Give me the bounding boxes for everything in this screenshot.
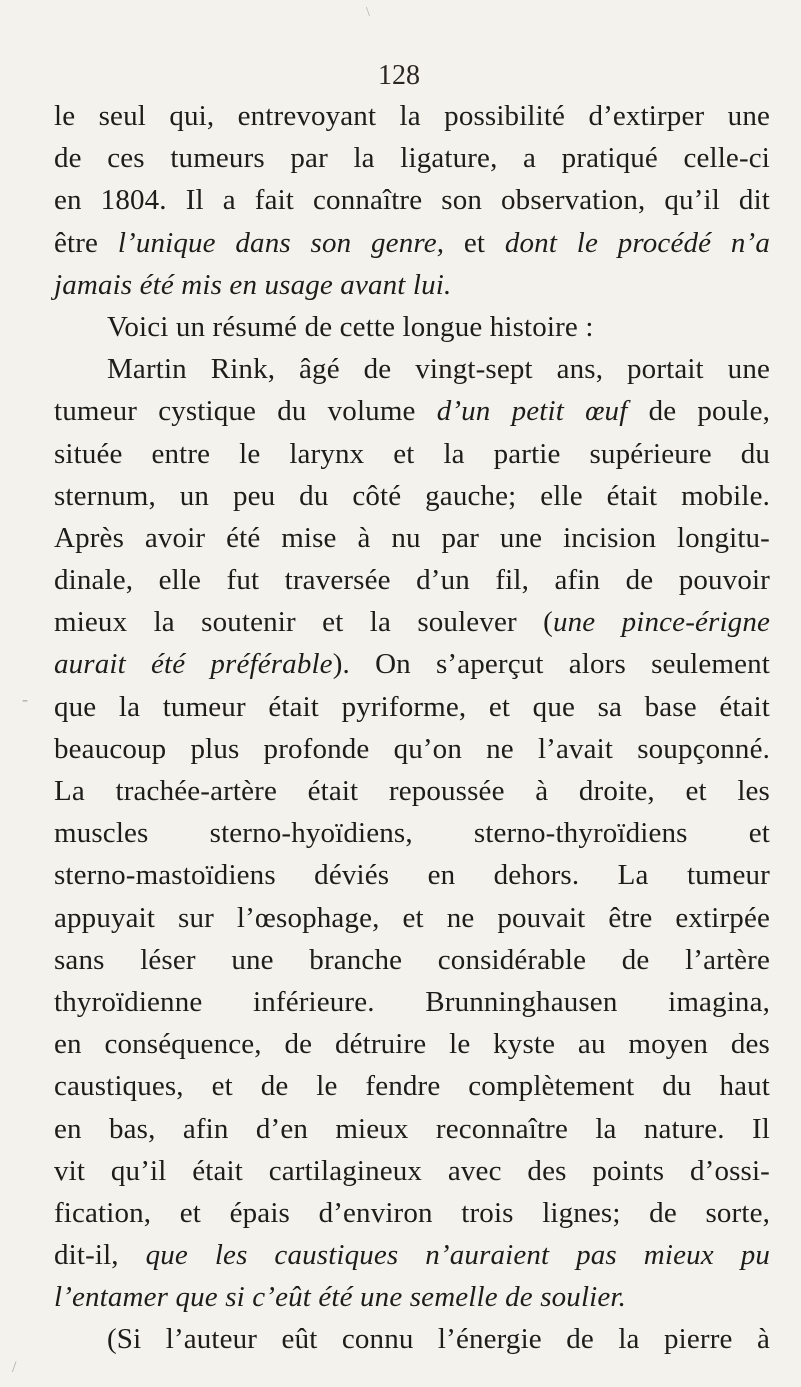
- text-segment: en conséquence, de détruire le kyste au moyen des: [54, 1028, 770, 1061]
- text-segment: Voici un résumé de cette longue histoire :: [107, 310, 594, 343]
- top-margin-mark: \: [366, 5, 370, 20]
- text-segment: (Si l’auteur eût connu l’énergie de la pierre à: [107, 1323, 770, 1356]
- text-line: [54, 95, 770, 137]
- text-line: [54, 306, 770, 348]
- text-line: [54, 1318, 770, 1360]
- text-line: [54, 897, 770, 939]
- text-line: [54, 854, 770, 896]
- text-segment: beaucoup plus profonde qu’on ne l’avait soupçonné.: [54, 732, 770, 765]
- text-line: [54, 348, 770, 390]
- text-line: [54, 728, 770, 770]
- italic-text: jamais été mis en usage avant lui.: [54, 268, 452, 301]
- text-segment: en 1804. Il a fait connaître son observation, qu’il dit: [54, 184, 770, 217]
- italic-text: l’entamer que si c’eût été une semelle de soulier.: [54, 1281, 627, 1314]
- text-segment: sterno-mastoïdiens déviés en dehors. La tumeur: [54, 859, 770, 892]
- bottom-margin-mark: /: [12, 1359, 17, 1376]
- text-line: [54, 179, 770, 221]
- text-segment: Martin Rink, âgé de vingt-sept ans, portait une: [107, 353, 770, 386]
- italic-text: que les caustiques n’auraient pas mieux pu: [145, 1239, 770, 1272]
- text-segment: être: [54, 226, 118, 259]
- text-line: [54, 137, 770, 179]
- text-line: [54, 601, 770, 643]
- text-line: [54, 517, 770, 559]
- text-segment: et: [444, 226, 505, 259]
- text-segment: située entre le larynx et la partie supérieure du: [54, 437, 770, 470]
- text-line: [54, 643, 770, 685]
- text-segment: La trachée-artère était repoussée à droite, et les: [54, 775, 770, 807]
- text-line: [54, 686, 770, 728]
- text-segment: muscles sterno-hyoïdiens, sterno-thyroïdiens et: [54, 817, 770, 850]
- italic-text: l’unique dans son genre,: [117, 226, 445, 259]
- text-line: [54, 475, 770, 517]
- text-segment: tumeur cystique du volume: [54, 395, 437, 428]
- left-margin-dash: -: [22, 689, 28, 709]
- text-line: [54, 1023, 770, 1065]
- text-line: [54, 770, 770, 812]
- text-segment: vit qu’il était cartilagineux avec des points d’ossi-: [54, 1154, 770, 1187]
- text-segment: caustiques, et de le fendre complètement du haut: [54, 1070, 770, 1103]
- text-segment: Après avoir été mise à nu par une incision longitu-: [54, 521, 770, 554]
- text-segment: sans léser une branche considérable de l’artère: [54, 943, 770, 976]
- text-segment: fication, et épais d’environ trois lignes; de sorte,: [54, 1196, 770, 1229]
- text-segment: mieux la soutenir et la soulever (: [54, 606, 553, 639]
- text-line: [54, 559, 770, 601]
- text-segment: le seul qui, entrevoyant la possibilité d’extirper une: [54, 100, 770, 132]
- text-segment: que la tumeur était pyriforme, et que sa base était: [54, 690, 770, 723]
- text-line: [54, 390, 770, 432]
- italic-text: une pince-érigne: [552, 606, 770, 639]
- text-segment: appuyait sur l’œsophage, et ne pouvait être extirpée: [54, 901, 770, 934]
- text-segment: de poule,: [627, 395, 770, 428]
- text-segment: ). On s’aperçut alors seulement: [332, 648, 771, 681]
- text-line: [54, 264, 770, 306]
- text-line: [54, 1276, 770, 1318]
- text-segment: en bas, afin d’en mieux reconnaître la nature. Il: [54, 1112, 770, 1145]
- text-line: [54, 981, 770, 1023]
- text-line: [54, 939, 770, 981]
- text-line: [54, 433, 770, 475]
- text-segment: thyroïdienne inférieure. Brunninghausen imagina,: [54, 985, 770, 1018]
- text-segment: sternum, un peu du côté gauche; elle était mobile.: [54, 479, 770, 512]
- body-text: [54, 95, 770, 1361]
- text-segment: de ces tumeurs par la ligature, a pratiqué celle-ci: [54, 142, 770, 175]
- text-line: [54, 1108, 770, 1150]
- text-line: [54, 812, 770, 854]
- text-line: [54, 1234, 770, 1276]
- text-line: [54, 1150, 770, 1192]
- italic-text: aurait été préférable: [54, 648, 333, 681]
- italic-text: dont le procédé n’a: [504, 226, 770, 259]
- page-number: 128: [378, 60, 420, 91]
- italic-text: d’un petit œuf: [436, 395, 628, 428]
- text-line: [54, 222, 770, 264]
- text-line: [54, 1192, 770, 1234]
- text-line: [54, 1065, 770, 1107]
- text-segment: dinale, elle fut traversée d’un fil, afin de pouvoir: [54, 564, 770, 597]
- text-segment: dit-il,: [54, 1239, 146, 1272]
